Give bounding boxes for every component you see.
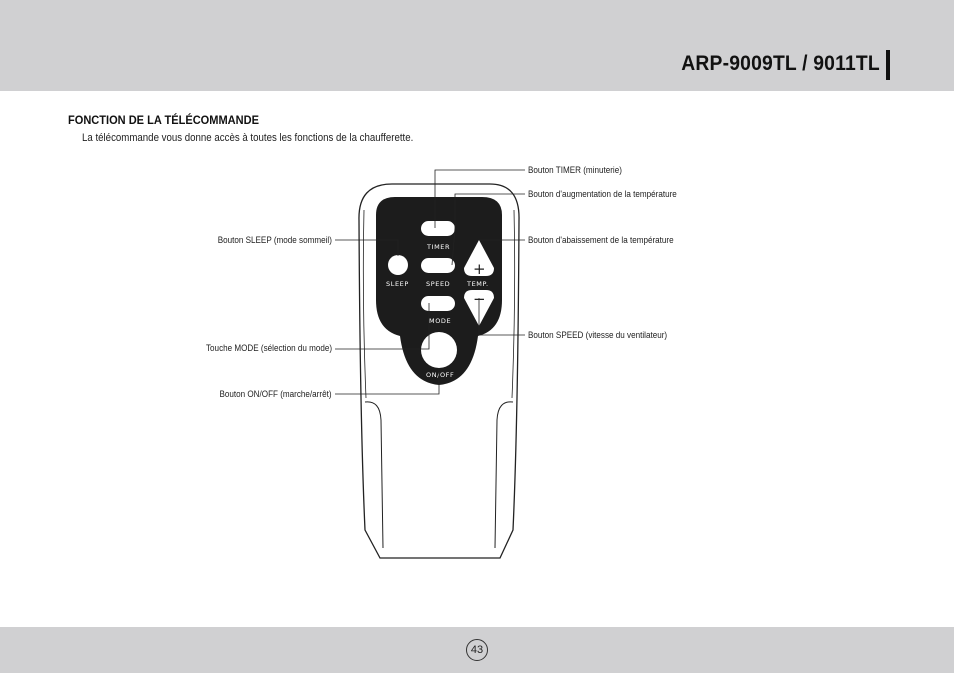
callout-timer: Bouton TIMER (minuterie) xyxy=(528,165,622,175)
onoff-button[interactable] xyxy=(421,332,457,368)
page-number: 43 xyxy=(466,639,488,661)
callout-temp-down: Bouton d'abaissement de la température xyxy=(528,235,674,245)
timer-label: TIMER xyxy=(427,243,451,251)
section-heading: FONCTION DE LA TÉLÉCOMMANDE xyxy=(68,113,259,127)
mode-button[interactable] xyxy=(421,296,455,311)
callout-speed: Bouton SPEED (vitesse du ventilateur) xyxy=(528,330,668,340)
callout-mode: Touche MODE (sélection du mode) xyxy=(205,343,332,353)
callout-onoff: Bouton ON/OFF (marche/arrêt) xyxy=(219,389,332,399)
model-title: ARP-9009TL / 9011TL xyxy=(681,52,880,75)
sleep-button[interactable] xyxy=(388,255,408,275)
callout-temp-up: Bouton d'augmentation de la température xyxy=(528,189,677,199)
temp-label: TEMP. xyxy=(467,280,489,288)
callout-sleep: Bouton SLEEP (mode sommeil) xyxy=(217,235,332,245)
timer-button[interactable] xyxy=(421,221,455,236)
speed-label: SPEED xyxy=(426,280,451,288)
intro-text: La télécommande vous donne accès à toutes les fonctions de la chaufferette. xyxy=(82,132,414,144)
mode-label: MODE xyxy=(429,317,452,325)
speed-button[interactable] xyxy=(421,258,455,273)
sleep-label: SLEEP xyxy=(386,280,409,288)
onoff-label: ON/OFF xyxy=(426,371,455,379)
minus-icon: − xyxy=(473,290,486,308)
plus-icon: + xyxy=(473,260,486,278)
